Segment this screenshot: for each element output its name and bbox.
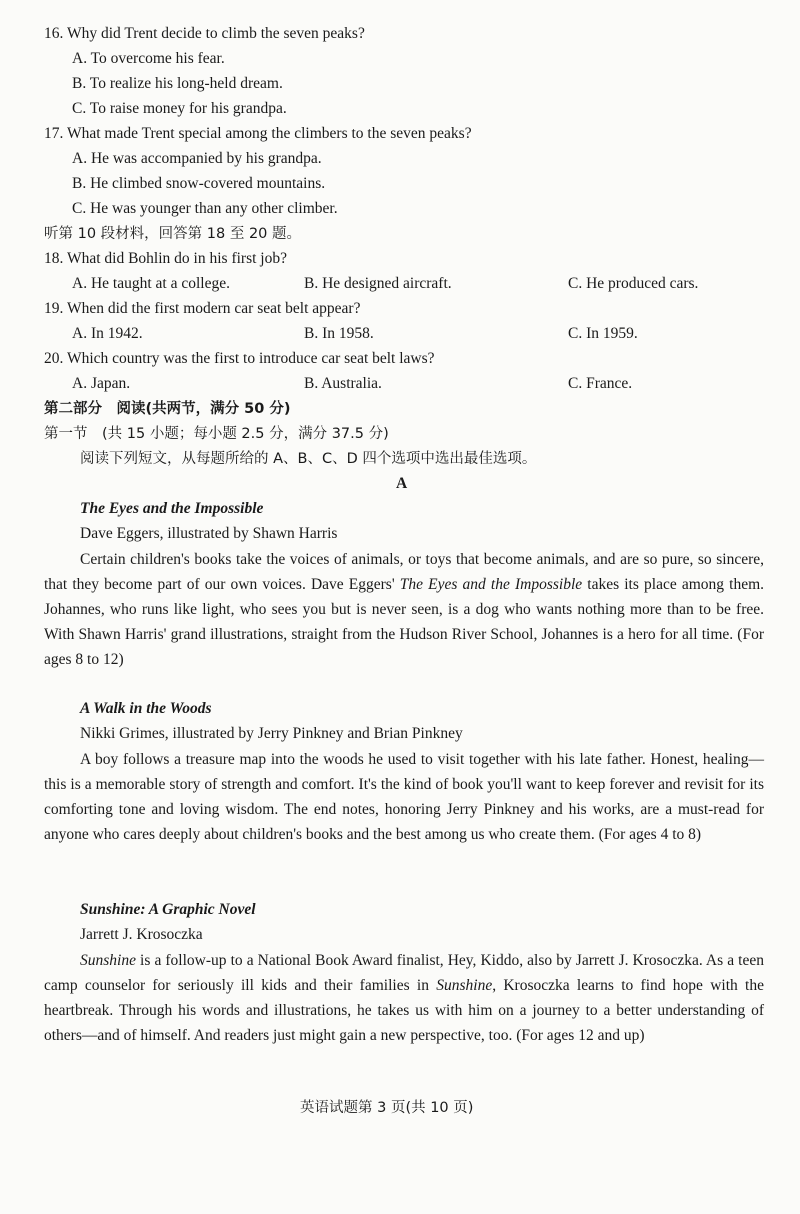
question-18-stem: 18. What did Bohlin do in his first job? — [44, 250, 287, 267]
section-one-heading: 第一节 (共 15 小题；每小题 2.5 分，满分 37.5 分) — [44, 426, 389, 442]
book-1-title: The Eyes and the Impossible — [80, 500, 264, 517]
book-3-review-title-italic-2: Sunshine — [436, 977, 493, 994]
question-16-option-a: A. To overcome his fear. — [72, 50, 225, 67]
question-18-option-a: A. He taught at a college. — [72, 275, 230, 292]
book-1-review-text: Certain children's books take the voices of animals, or toys that become animals, and are so pure, so sincere, that they become part of our own voices. Dave Eggers' — [44, 551, 764, 593]
question-19-option-b: B. In 1958. — [304, 325, 374, 342]
question-19-option-c: C. In 1959. — [568, 325, 638, 342]
page-footer: 英语试题第 3 页(共 10 页) — [300, 1100, 474, 1116]
question-16-stem: 16. Why did Trent decide to climb the seven peaks? — [44, 25, 365, 42]
question-18-option-c: C. He produced cars. — [568, 275, 699, 292]
question-20-option-a: A. Japan. — [72, 375, 131, 392]
book-1-review-title-italic: The Eyes and the Impossible — [399, 576, 583, 593]
book-3-review-title-italic: Sunshine — [80, 952, 136, 969]
passage-letter: A — [396, 475, 408, 492]
book-3-review — [44, 948, 764, 1048]
question-16-option-c: C. To raise money for his grandpa. — [72, 100, 287, 117]
listening-section-10-heading: 听第 10 段材料，回答第 18 至 20 题。 — [44, 226, 302, 242]
question-17-option-a: A. He was accompanied by his grandpa. — [72, 150, 322, 167]
question-20-option-b: B. Australia. — [304, 375, 382, 392]
question-19-option-a: A. In 1942. — [72, 325, 143, 342]
book-2-review — [44, 747, 764, 847]
question-19-stem: 19. When did the first modern car seat belt appear? — [44, 300, 361, 317]
book-2-title: A Walk in the Woods — [80, 700, 212, 717]
book-2-author: Nikki Grimes, illustrated by Jerry Pinkney and Brian Pinkney — [80, 725, 463, 742]
question-17-option-c: C. He was younger than any other climber. — [72, 200, 338, 217]
question-16-option-b: B. To realize his long-held dream. — [72, 75, 283, 92]
book-1-author: Dave Eggers, illustrated by Shawn Harris — [80, 525, 338, 542]
book-3-title: Sunshine: A Graphic Novel — [80, 901, 256, 918]
book-3-review-text: is a follow-up to a National Book Award finalist, Hey, Kiddo, also by Jarrett J. Krosoczka. As a teen camp counselor for seriously ill kids and their families in — [44, 952, 764, 994]
book-1-review — [44, 547, 764, 672]
question-20-stem: 20. Which country was the first to introduce car seat belt laws? — [44, 350, 435, 367]
book-3-author: Jarrett J. Krosoczka — [80, 926, 203, 943]
question-17-option-b: B. He climbed snow-covered mountains. — [72, 175, 326, 192]
question-20-option-c: C. France. — [568, 375, 633, 392]
question-17-stem: 17. What made Trent special among the climbers to the seven peaks? — [44, 125, 472, 142]
part-two-heading: 第二部分 阅读(共两节，满分 50 分) — [44, 401, 291, 417]
book-1-review-text-rest: takes its place among them. Johannes, who runs like light, who sees you but is never seen, is a dog who wants nothing more than to be free. With Shawn Harris' grand illustrations, straight from the Hudson River School, Johannes is a hero for all time. (For ages 8 to 12) — [44, 576, 765, 668]
reading-instruction: 阅读下列短文，从每题所给的 A、B、C、D 四个选项中选出最佳选项。 — [80, 451, 537, 467]
question-18-option-b: B. He designed aircraft. — [304, 275, 452, 292]
book-3-review-text-rest: , Krosoczka learns to find hope with the heartbreak. Through his words and illustrations, he takes us with him on a journey to a better understanding of others—and of himself. And readers just might gain a new perspective, too. (For ages 12 and up) — [44, 977, 764, 1044]
book-2-review-text: A boy follows a treasure map into the woods he used to visit together with his late father. Honest, healing—this is a memorable story of strength and comfort. It's the kind of book you'll want to keep forever and revisit for its comforting tone and loving wisdom. The end notes, honoring Jerry Pinkney and his works, are a must-read for anyone who cares deeply about children's books and the best among us who create them. (For ages 4 to 8) — [44, 751, 764, 843]
